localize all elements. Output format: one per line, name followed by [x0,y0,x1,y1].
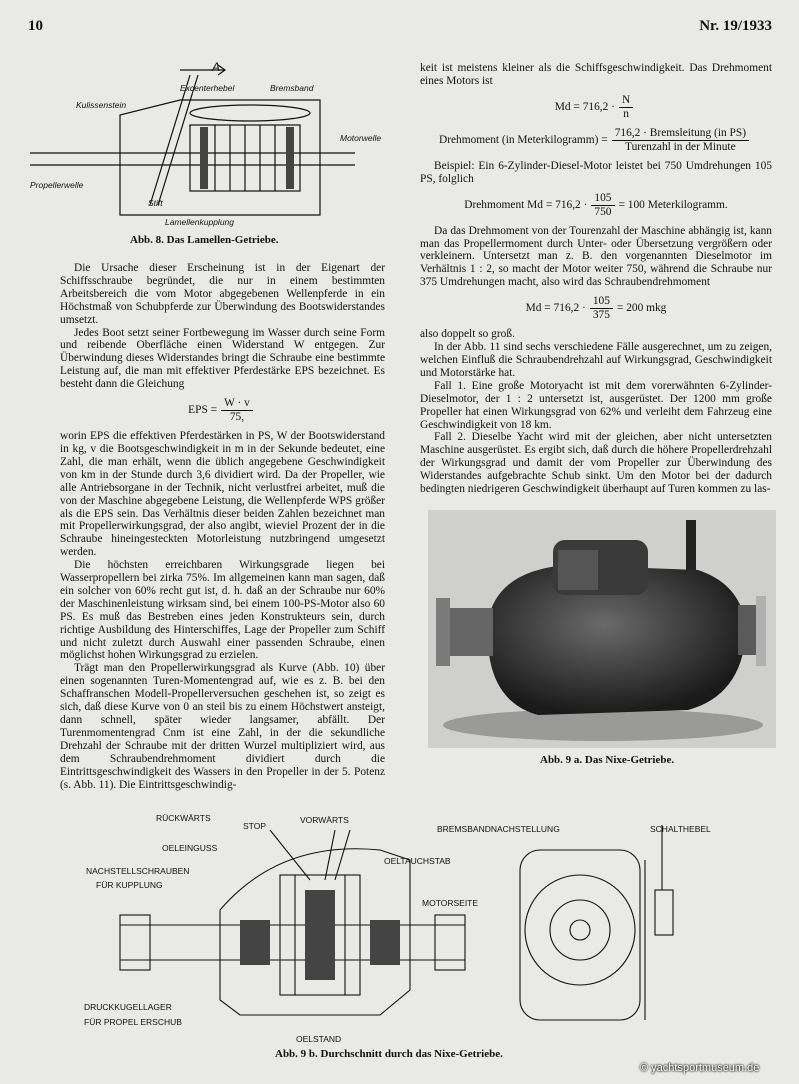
fig9b-label-oeltauchstab: OELTAUCHSTAB [384,856,451,866]
fig9b-label-oelstand: OELSTAND [296,1034,342,1044]
left-paragraph-3: worin EPS die effektiven Pferdestärken in PS, W der Bootswiderstand in kg, v die Bootsgeschwindigkeit in m in der Sekunde bedeutet, eine Zahl, die man erhält, wenn die üblich angegebene Geschwindigkeit von km in der Stunde durch 3,6 dividiert wird. Da der Propeller, wie alle Antriebsorgane in der Technik, nicht verlustfrei arbeitet, muß die von der Maschine abgegebene Leistung, die Wellenpferde WPS größer als die EPS sein. Das Verhältnis dieser beiden Zahlen bezeichnet man mit Propellerwirkungsgrad, der also angibt, wieviel Prozent der in die Schraube hineingesteckten Motorleistung nutzbringend umgesetzt werden. [60,430,385,559]
fig8-caption: Abb. 8. Das Lamellen-Getriebe. [130,234,279,246]
fig9a-caption: Abb. 9 a. Das Nixe-Getriebe. [540,754,675,766]
md-eq-numerator: N [619,94,633,108]
drehmoment-eq-denominator: Turenzahl in der Minute [625,140,736,153]
fig9b-caption: Abb. 9 b. Durchschnitt durch das Nixe-Getriebe. [275,1048,503,1060]
watermark: © yachtsportmuseum.de [640,1062,760,1074]
fig9b-label-bremsband: BREMSBANDNACHSTELLUNG [437,824,560,834]
right-paragraph-6: Fall 1. Eine große Motoryacht ist mit dem vorerwähnten 6-Zylinder-Dieselmotor, der 1 : 2 untersetzt ist, ausgerüstet. Der 1200 mm große Propeller hat einen Wirkungsgrad von 62% und verleiht dem Fahrzeug eine Geschwindigkeit von 18 km. [420,379,772,431]
fig8-label-lamellen: Lamellenkupplung [165,217,234,227]
fig9a-photo [428,510,776,748]
left-column [60,262,385,791]
fig8-label-bremsband: Bremsband [270,83,314,93]
md-eq-lhs: Md = 716,2 · [554,100,615,113]
schraube-eq-rhs: = 200 mkg [616,302,667,315]
example-eq-numerator: 105 [591,192,614,206]
fig9b-label-nachstell-1: NACHSTELLSCHRAUBEN [86,866,190,876]
md-equation [420,94,772,121]
fig9b-label-vorwaerts: VORWÄRTS [300,815,349,825]
example-equation [420,192,772,219]
left-paragraph-2: Jedes Boot setzt seiner Fortbewegung im Wasser durch seine Form und reibende Oberfläche einen Widerstand W entgegen. Zur Überwindung dieses Widerstandes bringt die Schraube eine bestimmte Leistung auf, die man mit effektiver Pferdestärke EPS bezeichnet. Es besteht dann die Gleichung [60,326,385,391]
fig9b-label-schalthebel: SCHALTHEBEL [650,824,711,834]
fig8-label-stift: Stift [148,198,163,208]
drehmoment-eq-numerator: 716,2 · Bremsleitung (in PS) [612,127,749,141]
right-paragraph-1: keit ist meistens kleiner als die Schiffsgeschwindigkeit. Das Drehmoment eines Motors ist [420,62,772,87]
right-column [420,62,772,496]
drehmoment-eq-lhs: Drehmoment (in Meterkilogramm) = [438,133,608,146]
eps-eq-denominator: 75, [229,411,245,424]
fig9b-label-rueckwaerts: RÜCKWÄRTS [156,813,211,823]
right-paragraph-7: Fall 2. Dieselbe Yacht wird mit der gleichen, aber nicht untersetzten Maschine ausgerüstet. Es ergibt sich, daß durch die höhere Propellerdrehzahl der Wirkungsgrad und damit der vom Propeller zur Überwindung des Widerstandes aufgebrachte Schub sinkt. Um den Motor bei der dadurch bedingten niedrigeren Geschwindigkeit überhaupt auf Turen kommen zu las- [420,431,772,496]
schraube-eq-denominator: 375 [592,309,610,322]
fig9b-label-druck-1: DRUCKKUGELLAGER [84,1002,172,1012]
fig8-arrow-label: A [212,60,221,74]
fig9b-label-nachstell-2: FÜR KUPPLUNG [96,880,163,890]
schraube-eq-numerator: 105 [590,295,613,309]
eps-eq-numerator: W · v [221,397,253,411]
page-number: 10 [28,18,43,34]
eps-equation [60,397,385,424]
left-paragraph-1: Die Ursache dieser Erscheinung ist in der Eigenart der Schiffsschraube begründet, die nur in einem bestimmten Arbeitsbereich die vom Motor abgegebenen Wellenpferde in ein Höchstmaß von Schubpferde zur Überwindung des Bootswiderstandes umsetzt. [60,262,385,326]
drehmoment-equation [420,127,772,154]
right-paragraph-2: Beispiel: Ein 6-Zylinder-Diesel-Motor leistet bei 750 Umdrehungen 105 PS, folglich [420,159,772,185]
example-eq-denominator: 750 [594,205,612,218]
left-paragraph-4: Die höchsten erreichbaren Wirkungsgrade liegen bei Wasserpropellern bei zirka 75%. Im allgemeinen kann man sagen, daß ein solcher von 60% recht gut ist, d. h. daß an der Schraube nur 60% der Maschinenleistung wirksam sind, bei einem 100-PS-Motor also 60 PS. Es muß das Bestreben eines jeden Konstrukteurs sein, durch richtige Ausbildung des Hinterschiffes, Lage der Propeller zum Schiff und nicht zuletzt durch Auswahl einer passenden Schraube, einen möglichst hohen Wirkungsgrad zu erzielen. [60,559,385,662]
schraube-equation [420,295,772,322]
md-eq-denominator: n [623,107,629,120]
fig9b-label-motorseite: MOTORSEITE [422,898,479,908]
example-eq-lhs: Drehmoment Md = 716,2 · [464,198,588,211]
left-paragraph-5: Trägt man den Propellerwirkungsgrad als Kurve (Abb. 10) über einen sogenannten Turen-Momentengrad auf, wie es z. B. bei den Schaffranschen Modell-Propellerversuchen geschehen ist, so zeigt es sich, daß diese Kurve von 0 an steil bis zu einem Höchstwert ansteigt, dann schnell, später wieder langsamer, abfällt. Der Turenmomentengrad Cnm ist eine Zahl, in der die sekundliche Drehzahl der Schraube mit der dritten Wurzel multipliziert wird, aus dem Schraubendrehmoment dividiert durch die Eintrittsgeschwindigkeit des Wassers in den Propeller in der 5. Potenz (s. Abb. 11). Die Eintrittsgeschwindig- [60,662,385,791]
eps-eq-lhs: EPS = [188,404,218,417]
issue-number: Nr. 19/1933 [699,18,772,34]
fig9b-label-stop: STOP [243,821,266,831]
fig8-label-propellerwelle: Propellerwelle [30,180,84,190]
fig8-drawing [20,55,365,230]
schraube-eq-lhs: Md = 716,2 · [525,302,586,315]
fig9b-drawing [80,820,780,1040]
gearbox-photo-illustration [428,510,776,748]
fig9b-label-oeleinguss: OELEINGUSS [162,843,218,853]
right-paragraph-4: also doppelt so groß. [420,328,515,341]
right-paragraph-5: In der Abb. 11 sind sechs verschiedene Fälle ausgerechnet, um zu zeigen, welchen Einfluß die Schraubendrehzahl auf Wirkungsgrad, Geschwindigkeit und Motorstärke hat. [420,341,772,379]
fig8-label-kulissenstein: Kulissenstein [76,100,127,110]
example-eq-rhs: = 100 Meterkilogramm. [618,198,728,211]
right-paragraph-3: Da das Drehmoment von der Tourenzahl der Maschine abhängig ist, kann man das Propellermoment durch Unter- oder Übersetzung vergrößern oder verkleinern. Untersetzt man z. B. den vorgenannten Dieselmotor im Verhältnis 1 : 2, so macht der Motor weiter 750, während die Schraube nur 375 Umdrehungen macht, also wird das Schraubendrehmoment [420,224,772,289]
fig8-label-excenter: Excenterhebel [180,83,235,93]
fig9b-label-druck-2: FÜR PROPEL ERSCHUB [84,1017,182,1027]
fig8-label-motorwelle: Motorwelle [340,133,382,143]
